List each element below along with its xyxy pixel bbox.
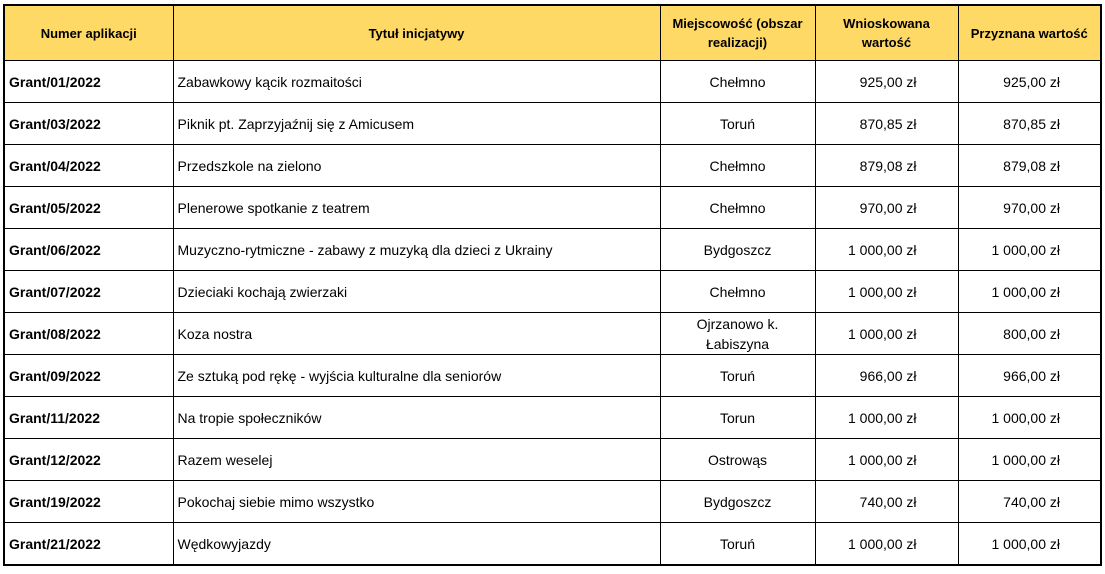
cell-title: Dzieciaki kochają zwierzaki — [173, 271, 660, 313]
table-header — [4, 5, 1101, 61]
cell-granted: 1 000,00 zł — [958, 271, 1101, 313]
cell-number: Grant/06/2022 — [4, 229, 173, 271]
cell-requested: 870,85 zł — [815, 103, 958, 145]
cell-place: Toruń — [660, 523, 815, 566]
cell-number: Grant/08/2022 — [4, 313, 173, 355]
table-row — [4, 145, 1101, 187]
header-number: Numer aplikacji — [4, 5, 173, 61]
cell-title: Przedszkole na zielono — [173, 145, 660, 187]
cell-granted: 879,08 zł — [958, 145, 1101, 187]
cell-place: Toruń — [660, 103, 815, 145]
table-row — [4, 523, 1101, 566]
cell-requested: 1 000,00 zł — [815, 229, 958, 271]
cell-number: Grant/12/2022 — [4, 439, 173, 481]
cell-place: Chełmno — [660, 187, 815, 229]
cell-number: Grant/21/2022 — [4, 523, 173, 566]
header-requested: Wnioskowana wartość — [815, 5, 958, 61]
cell-title: Muzyczno-rytmiczne - zabawy z muzyką dla dzieci z Ukrainy — [173, 229, 660, 271]
table-row — [4, 61, 1101, 103]
cell-number: Grant/09/2022 — [4, 355, 173, 397]
cell-title: Plenerowe spotkanie z teatrem — [173, 187, 660, 229]
cell-place: Ostrowąs — [660, 439, 815, 481]
cell-granted: 970,00 zł — [958, 187, 1101, 229]
cell-granted: 1 000,00 zł — [958, 439, 1101, 481]
cell-title: Na tropie społeczników — [173, 397, 660, 439]
cell-granted: 925,00 zł — [958, 61, 1101, 103]
cell-place: Torun — [660, 397, 815, 439]
header-granted: Przyznana wartość — [958, 5, 1101, 61]
cell-number: Grant/05/2022 — [4, 187, 173, 229]
cell-requested: 970,00 zł — [815, 187, 958, 229]
cell-number: Grant/19/2022 — [4, 481, 173, 523]
table-body — [4, 61, 1101, 566]
cell-number: Grant/01/2022 — [4, 61, 173, 103]
cell-title: Piknik pt. Zaprzyjaźnij się z Amicusem — [173, 103, 660, 145]
table-row — [4, 355, 1101, 397]
cell-place: Ojrzanowo k. Łabiszyna — [660, 313, 815, 355]
cell-title: Koza nostra — [173, 313, 660, 355]
table-row — [4, 187, 1101, 229]
cell-granted: 1 000,00 zł — [958, 397, 1101, 439]
cell-granted: 966,00 zł — [958, 355, 1101, 397]
cell-title: Ze sztuką pod rękę - wyjścia kulturalne dla seniorów — [173, 355, 660, 397]
cell-granted: 800,00 zł — [958, 313, 1101, 355]
table-row — [4, 439, 1101, 481]
header-place: Miejscowość (obszar realizacji) — [660, 5, 815, 61]
cell-place: Chełmno — [660, 145, 815, 187]
cell-number: Grant/07/2022 — [4, 271, 173, 313]
cell-title: Wędkowyjazdy — [173, 523, 660, 566]
cell-number: Grant/11/2022 — [4, 397, 173, 439]
cell-granted: 870,85 zł — [958, 103, 1101, 145]
cell-place: Bydgoszcz — [660, 229, 815, 271]
cell-title: Razem weselej — [173, 439, 660, 481]
cell-requested: 925,00 zł — [815, 61, 958, 103]
cell-number: Grant/03/2022 — [4, 103, 173, 145]
cell-title: Pokochaj siebie mimo wszystko — [173, 481, 660, 523]
cell-requested: 1 000,00 zł — [815, 439, 958, 481]
header-row — [4, 5, 1101, 61]
cell-requested: 1 000,00 zł — [815, 523, 958, 566]
cell-number: Grant/04/2022 — [4, 145, 173, 187]
cell-place: Chełmno — [660, 61, 815, 103]
table-row — [4, 313, 1101, 355]
cell-requested: 879,08 zł — [815, 145, 958, 187]
table-row — [4, 397, 1101, 439]
cell-requested: 1 000,00 zł — [815, 271, 958, 313]
cell-requested: 1 000,00 zł — [815, 313, 958, 355]
cell-requested: 740,00 zł — [815, 481, 958, 523]
cell-granted: 1 000,00 zł — [958, 523, 1101, 566]
table-row — [4, 229, 1101, 271]
table-row — [4, 103, 1101, 145]
table-row — [4, 271, 1101, 313]
cell-title: Zabawkowy kącik rozmaitości — [173, 61, 660, 103]
table-row — [4, 481, 1101, 523]
cell-place: Chełmno — [660, 271, 815, 313]
cell-place: Bydgoszcz — [660, 481, 815, 523]
header-title: Tytuł inicjatywy — [173, 5, 660, 61]
cell-granted: 740,00 zł — [958, 481, 1101, 523]
cell-granted: 1 000,00 zł — [958, 229, 1101, 271]
cell-requested: 966,00 zł — [815, 355, 958, 397]
cell-requested: 1 000,00 zł — [815, 397, 958, 439]
grants-table-container — [3, 4, 1102, 566]
cell-place: Toruń — [660, 355, 815, 397]
grants-table — [3, 4, 1102, 566]
